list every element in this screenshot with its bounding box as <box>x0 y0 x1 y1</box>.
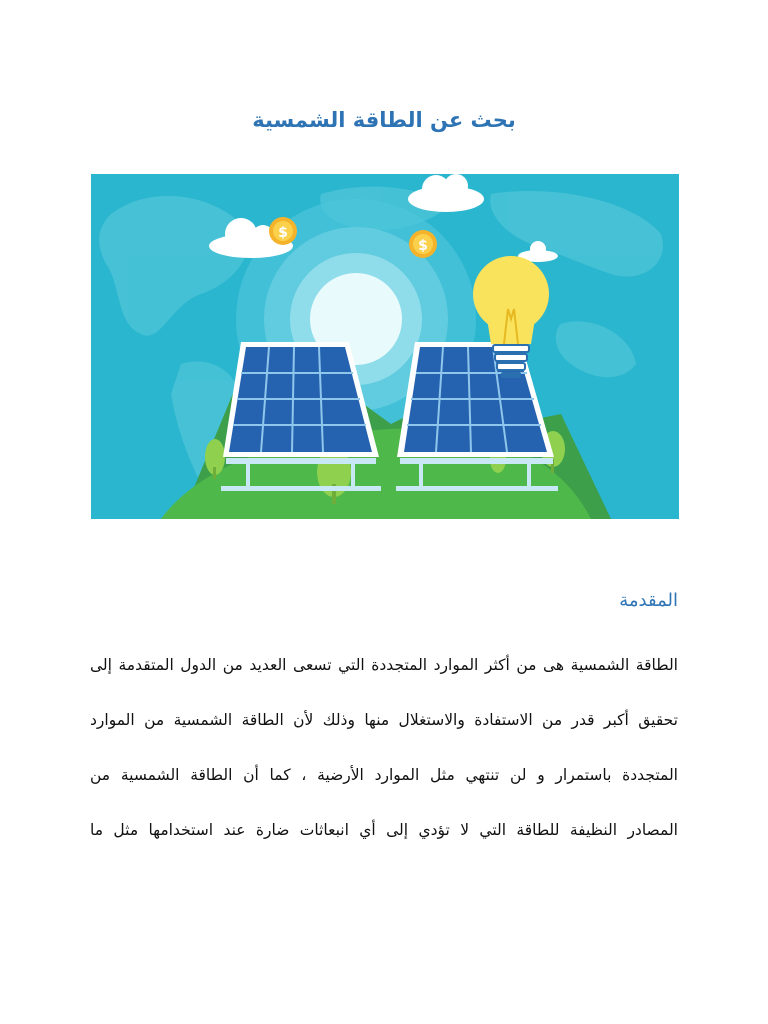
page-title: بحث عن الطاقة الشمسية <box>252 108 516 132</box>
paragraph-line: المصادر النظيفة للطاقة التي لا تؤدي إلى أي انبعاثات ضارة عند استخدامها مثل ما <box>90 821 678 839</box>
paragraph-line: المتجددة باستمرار و لن تنتهي مثل الموارد الأرضية ، كما أن الطاقة الشمسية من <box>90 766 678 784</box>
coin-icon <box>409 230 437 258</box>
paragraph-line: تحقيق أكبر قدر من الاستفادة والاستغلال منها وذلك لأن الطاقة الشمسية من الموارد <box>90 711 678 729</box>
paragraph <box>90 648 678 868</box>
section-heading: المقدمة <box>619 590 678 611</box>
svg-text:$: $ <box>418 238 428 254</box>
svg-text:$: $ <box>278 225 288 241</box>
solar-illustration <box>91 174 679 519</box>
coin-icon <box>269 217 297 245</box>
paragraph-line: الطاقة الشمسية هى من أكثر الموارد المتجددة التي تسعى العديد من الدول المتقدمة إلى <box>90 656 678 674</box>
